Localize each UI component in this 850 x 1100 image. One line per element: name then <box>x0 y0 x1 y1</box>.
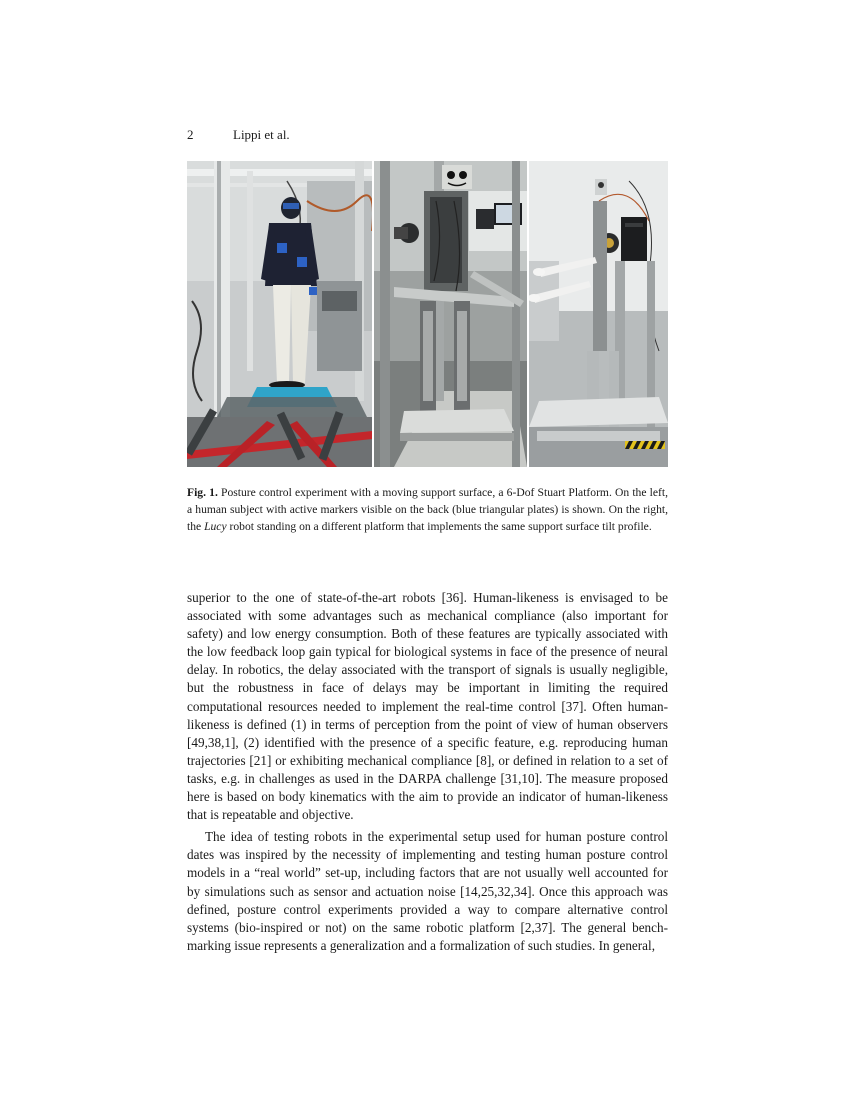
running-head <box>187 127 667 143</box>
paragraph: The idea of testing robots in the experimental setup used for human posture control dates was inspired by the necessity of implementing and testing human posture control models in a “real world” set-up, including factors that are not usually well accounted for by simulations such as sensor and actuation noise [14,25,32,34]. Once this approach was defined, posture control experiments provided a way to compare alternative control systems (bio-inspired or not) on the same robotic platform [2,37]. The general bench-marking issue represents a generalization and a formalization of such studies. In general, <box>187 829 668 953</box>
caption-text-part-2: robot standing on a different platform that implements the same support surface tilt profile. <box>226 520 652 533</box>
photo-human-subject <box>187 161 372 467</box>
caption-robot-name: Lucy <box>204 520 227 533</box>
photo-lucy-robot-front <box>374 161 527 467</box>
paragraph: superior to the one of state-of-the-art robots [36]. Human-likeness is envisaged to be associated with some advantages such as mechanical compliance (also important for safety) and low energy consumption. Both of these features are typically associated with the low feedback loop gain typical for biological systems in face of the presence of neural delay. In robotics, the delay associated with the transport of signals is usually negligible, but the robustness in face of delays may be important in limiting the required computational resources needed to implement the real-time control [37]. Often human-likeness is defined (1) in terms of perception from the point of view of human observers [49,38,1], (2) identified with the presence of a specific feature, e.g. reproducing human trajectories [21] or exhibiting mechanical compliance [8], or defined in relation to a set of tasks, e.g. in challenges as used in the DARPA challenge [31,10]. The measure proposed here is based on body kinematics with the aim to provide an indicator of human-likeness that is repeatable and objective. <box>187 590 668 823</box>
figure-1 <box>187 161 668 467</box>
body-text <box>187 589 668 955</box>
page-number: 2 <box>187 127 194 142</box>
caption-text-part-1: Posture control experiment with a moving support surface, a 6-Dof Stuart Platform. On the left, a human subject with active markers visible on the back (blue triangular plates) is shown. On the right, the <box>187 486 668 533</box>
figure-label: Fig. 1. <box>187 486 218 499</box>
photo-lucy-robot-side <box>529 161 668 467</box>
running-head-authors: Lippi et al. <box>233 127 290 142</box>
figure-caption <box>187 484 668 535</box>
